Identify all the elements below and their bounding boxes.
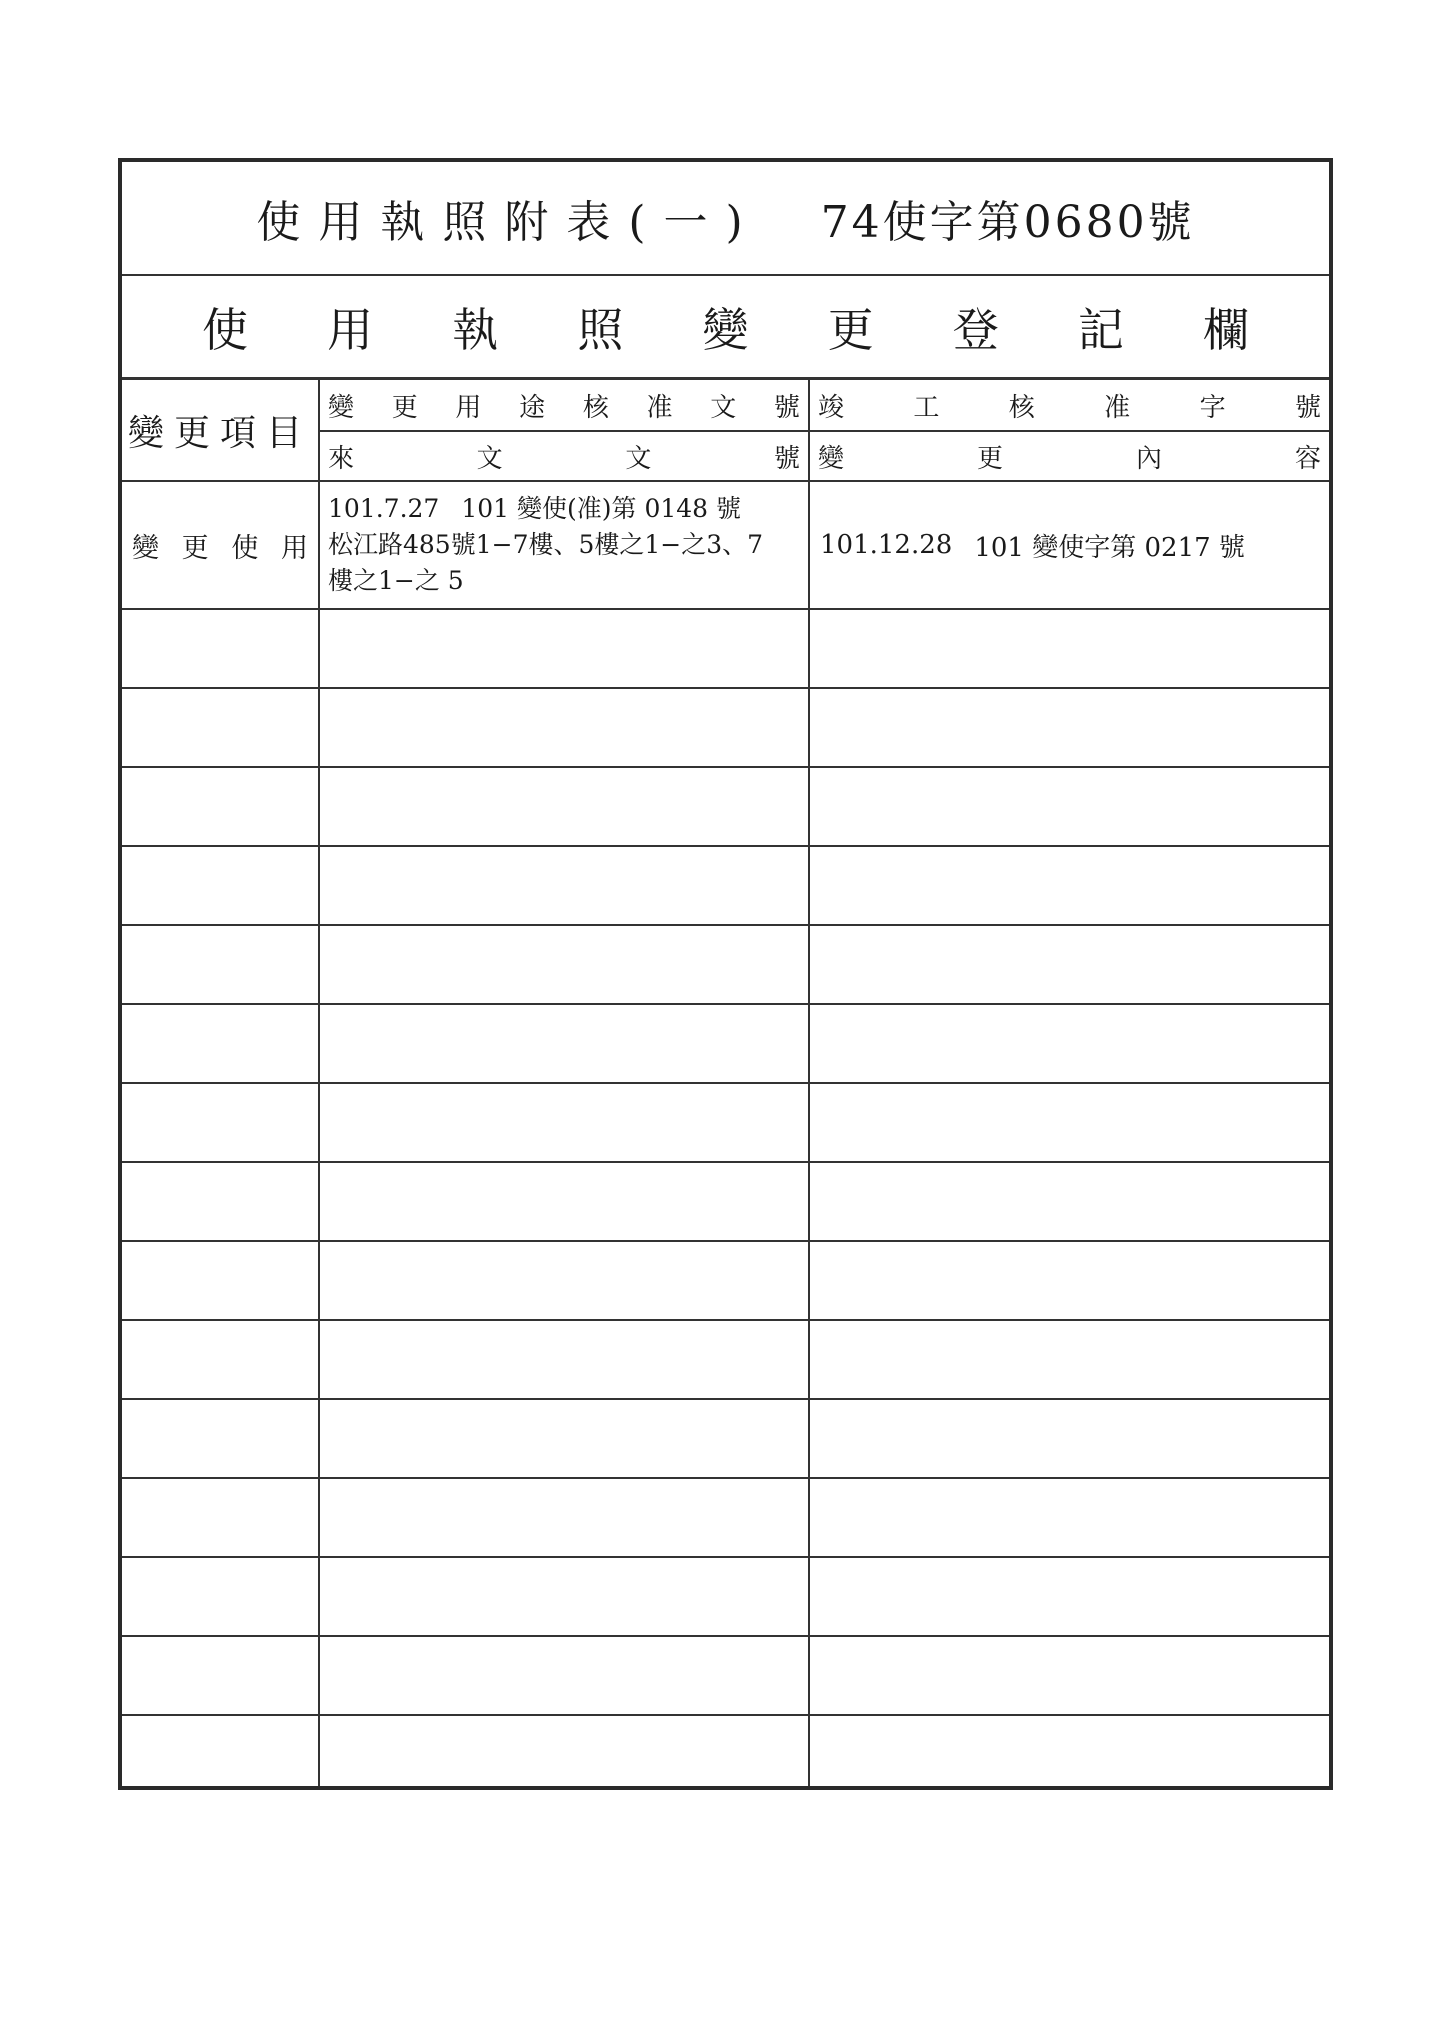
row-divider	[122, 608, 1329, 610]
header-char: 字	[1199, 392, 1226, 423]
header-completion-no	[810, 380, 1329, 430]
entry-item-char: 更	[181, 532, 209, 564]
header-approval-doc	[320, 380, 808, 430]
entry-item-char: 變	[132, 532, 159, 564]
entry-completion-date: 101.12.28	[820, 530, 953, 560]
row-divider	[122, 1240, 1329, 1242]
header-change-content	[810, 432, 1329, 480]
row-divider	[122, 1161, 1329, 1163]
header-change-item-label: 變更項目	[127, 412, 312, 454]
entry-approval-number: 101 變使(准)第 0148 號	[461, 494, 742, 523]
row-divider	[122, 1398, 1329, 1400]
section-heading-char: 欄	[1203, 302, 1249, 357]
row-divider	[122, 845, 1329, 847]
header-char: 文	[625, 443, 652, 474]
section-heading-char: 使	[202, 302, 248, 357]
section-heading-char: 用	[327, 302, 374, 357]
header-char: 准	[1104, 392, 1131, 423]
entry-content-line: 松江路485號1−7樓、5樓之1−之3、7	[328, 530, 764, 559]
header-incoming-doc	[320, 432, 808, 480]
header-char: 變	[328, 392, 355, 423]
row-divider	[122, 1319, 1329, 1321]
entry-change-item	[122, 482, 318, 608]
section-heading-char: 記	[1077, 302, 1124, 357]
section-heading-char: 登	[952, 302, 999, 357]
section-heading-char: 更	[827, 302, 874, 357]
row-divider	[122, 924, 1329, 926]
entry-content-line: 樓之1−之 5	[328, 566, 464, 595]
row-divider	[122, 1082, 1329, 1084]
row-divider	[122, 1477, 1329, 1479]
section-heading-char: 照	[577, 302, 624, 357]
entry-approval-date: 101.7.27	[328, 494, 440, 523]
header-char: 來	[328, 443, 355, 474]
entry-item-char: 用	[280, 532, 308, 564]
header-char: 文	[476, 443, 503, 474]
header-char: 更	[976, 443, 1003, 474]
header-change-item	[122, 380, 318, 480]
header-char: 工	[913, 392, 940, 423]
entry-approval-line	[328, 491, 741, 527]
header-char: 核	[1008, 392, 1035, 423]
change-registration-form	[118, 158, 1333, 1790]
row-divider	[122, 1556, 1329, 1558]
header-char: 內	[1135, 443, 1162, 474]
header-char: 竣	[818, 392, 845, 423]
row-divider	[122, 687, 1329, 689]
header-char: 核	[582, 392, 609, 423]
header-char: 用	[455, 392, 482, 423]
section-heading-char: 變	[702, 302, 749, 357]
form-title-name: 使用執照附表(一)	[256, 197, 761, 248]
row-divider	[122, 766, 1329, 768]
header-char: 號	[1294, 392, 1321, 423]
header-char: 准	[646, 392, 673, 423]
entry-item-char: 使	[231, 532, 259, 564]
header-char: 號	[773, 443, 800, 474]
header-char: 號	[773, 392, 800, 423]
section-heading-char: 執	[452, 302, 499, 357]
entry-completion-number: 101 變使字第 0217 號	[974, 532, 1245, 563]
row-divider	[122, 1003, 1329, 1005]
entry-approval-and-content	[320, 482, 808, 608]
header-char: 容	[1294, 443, 1321, 474]
header-char: 文	[710, 392, 737, 423]
row-divider	[122, 1714, 1329, 1716]
header-char: 途	[519, 392, 546, 423]
entry-completion	[810, 482, 1329, 608]
header-char: 更	[391, 392, 418, 423]
header-char: 變	[818, 443, 845, 474]
license-number: 74使字第0680號	[820, 197, 1195, 248]
row-divider	[122, 1635, 1329, 1637]
form-title	[122, 162, 1329, 276]
section-heading	[122, 276, 1329, 380]
